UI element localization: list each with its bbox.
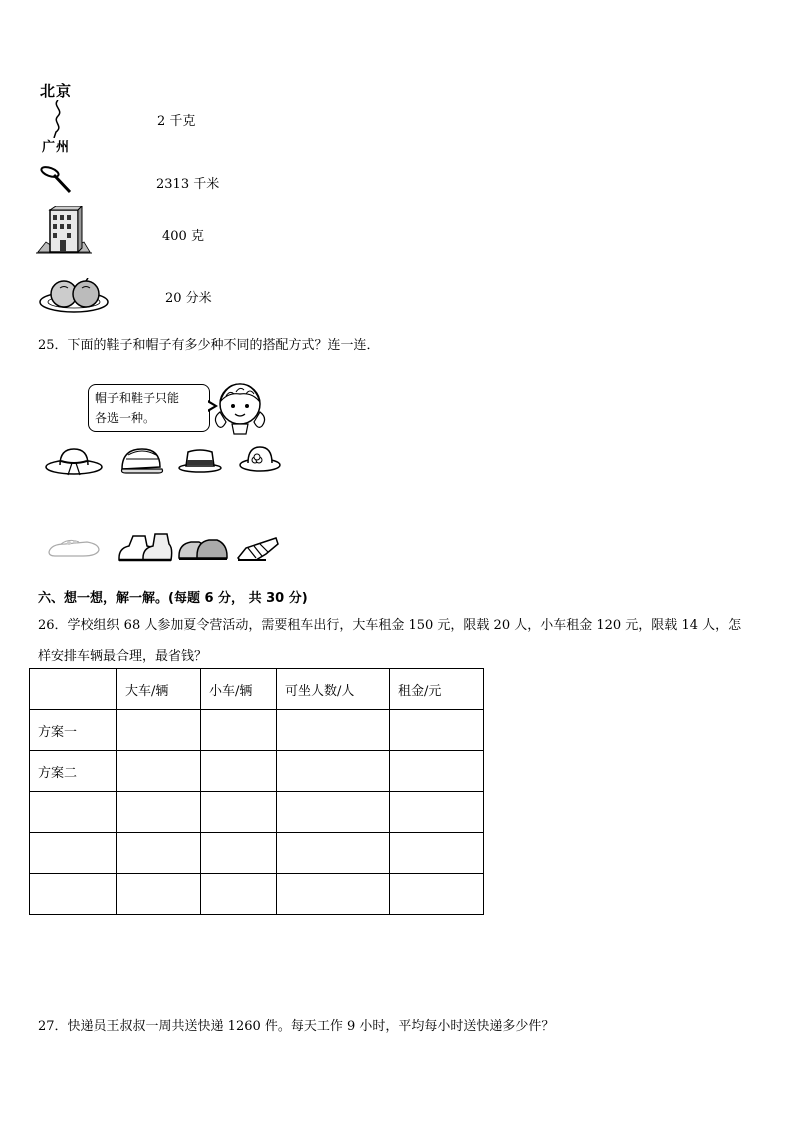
girl-icon (212, 378, 268, 440)
bubble-line-2: 各选一种。 (95, 411, 156, 425)
table-cell[interactable] (390, 833, 484, 874)
match-value-2: 2313 千米 (156, 177, 220, 192)
table-cell[interactable] (201, 710, 277, 751)
table-cell[interactable] (390, 751, 484, 792)
sun-hat-icon[interactable] (44, 443, 104, 481)
baseball-cap-icon[interactable] (118, 443, 166, 479)
table-row (30, 833, 484, 874)
table-header-cell: 可坐人数/人 (277, 669, 390, 710)
table-row (30, 792, 484, 833)
table-cell[interactable] (277, 792, 390, 833)
fruit-plate-icon (38, 278, 112, 318)
question-27: 27．快递员王叔叔一周共送快递 1260 件。每天工作 9 小时，平均每小时送快递多少件？ (38, 1019, 555, 1034)
table-row (30, 710, 484, 751)
bubble-line-1: 帽子和鞋子只能 (95, 391, 180, 405)
table-cell[interactable] (117, 874, 201, 915)
table-header-cell: 大车/辆 (117, 669, 201, 710)
table-cell[interactable] (277, 710, 390, 751)
match-value-1: 2 千克 (157, 114, 196, 129)
table-cell: 方案一 (30, 710, 117, 751)
table-cell[interactable] (201, 874, 277, 915)
table-cell[interactable] (277, 751, 390, 792)
table-cell[interactable] (390, 874, 484, 915)
table-cell[interactable] (390, 792, 484, 833)
table-cell[interactable] (201, 751, 277, 792)
sandal-icon[interactable] (236, 530, 280, 568)
sneaker-icon[interactable] (177, 532, 229, 566)
map-city-top: 北京 (40, 82, 73, 100)
table-header-cell (30, 669, 117, 710)
table-cell[interactable] (30, 874, 117, 915)
table-cell: 方案二 (30, 751, 117, 792)
speech-bubble (88, 384, 210, 432)
table-row (30, 874, 484, 915)
question-26-line-2: 样安排车辆最合理，最省钱？ (38, 649, 208, 664)
table-header-cell: 租金/元 (390, 669, 484, 710)
table-cell[interactable] (390, 710, 484, 751)
rental-plan-table (29, 668, 484, 915)
table-cell[interactable] (201, 792, 277, 833)
table-cell[interactable] (117, 710, 201, 751)
slipper-icon[interactable] (47, 534, 103, 564)
boot-icon[interactable] (117, 530, 173, 568)
question-25: 25．下面的鞋子和帽子有多少种不同的搭配方式？连一连． (38, 338, 380, 353)
section-6-title: 六、想一想，解一解。(每题 6 分， 共 30 分) (38, 591, 308, 606)
table-cell[interactable] (30, 792, 117, 833)
table-cell[interactable] (117, 751, 201, 792)
question-26-line-1: 26．学校组织 68 人参加夏令营活动，需要租车出行，大车租金 150 元，限载 20 人，小车租金 120 元，限载 14 人，怎 (38, 618, 742, 633)
building-icon (36, 206, 92, 258)
table-header-row (30, 669, 484, 710)
table-row (30, 751, 484, 792)
nail-icon (40, 164, 76, 198)
table-cell[interactable] (117, 792, 201, 833)
match-value-3: 400 克 (162, 229, 204, 244)
table-cell[interactable] (277, 874, 390, 915)
match-value-4: 20 分米 (165, 291, 212, 306)
table-header-cell: 小车/辆 (201, 669, 277, 710)
table-cell[interactable] (201, 833, 277, 874)
flower-hat-icon[interactable] (238, 443, 282, 477)
fedora-icon[interactable] (177, 446, 223, 478)
beijing-guangzhou-map-icon (40, 80, 80, 155)
table-cell[interactable] (30, 833, 117, 874)
table-cell[interactable] (117, 833, 201, 874)
map-city-bottom: 广州 (42, 140, 71, 155)
table-cell[interactable] (277, 833, 390, 874)
